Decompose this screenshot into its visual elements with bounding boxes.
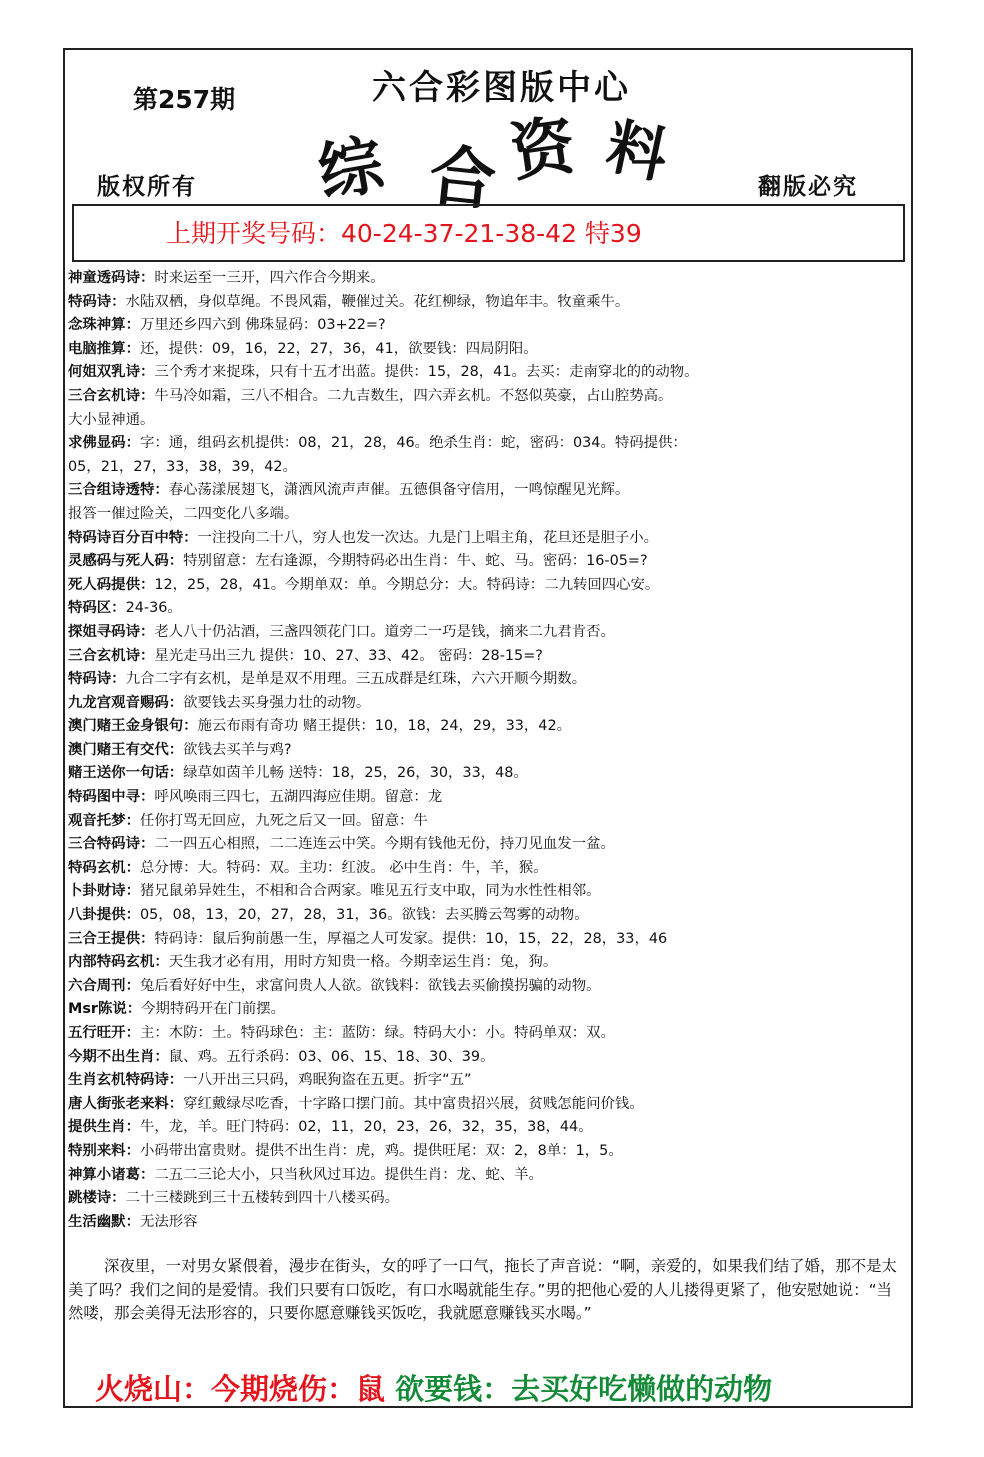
- line-text: 欲要钱去买身强力壮的动物。: [183, 694, 371, 711]
- line-text: 还，提供：09，16，22，27，36，41，欲要钱：四局阴阳。: [139, 340, 538, 357]
- line-label: Msr陈说：: [68, 1001, 142, 1018]
- line-text: 兔后看好好中生，求富问贵人人欲。欲钱料：欲钱去买偷摸拐骗的动物。: [139, 977, 601, 994]
- copyright-right: 翻版必究: [758, 174, 858, 200]
- line-text: 猪兄鼠弟异姓生，不相和合合两家。唯见五行支中取，同为水性性相邻。: [139, 883, 601, 900]
- content-line: [68, 739, 910, 763]
- content-line: [68, 550, 910, 574]
- line-label: 特码区：: [68, 600, 126, 617]
- line-label: 三合玄机诗：: [68, 387, 155, 404]
- content-line: [68, 998, 910, 1022]
- line-label: 唐人街张老来料：: [68, 1095, 184, 1112]
- line-text: 万里还乡四六到 佛珠显码：03+22=?: [139, 317, 386, 334]
- content-line: [68, 409, 910, 433]
- story-paragraph: 深夜里，一对男女紧偎着，漫步在街头，女的呼了一口气，拖长了声音说：“啊，亲爱的，如果我们结了婚，那不是太美了吗？我们之间的是爱情。我们只要有口饭吃，有口水喝就能生存。”男的把他心爱的人儿搂得更紧了，他安慰她说：“当然喽，那会美得无法形容的，只要你愿意赚钱买饭吃，我就愿意赚钱买水喝。”: [68, 1257, 897, 1323]
- content-line: [68, 291, 910, 315]
- content-line: [68, 904, 910, 928]
- line-label: 跳楼诗：: [68, 1190, 126, 1207]
- line-text: 三个秀才来捉珠，只有十五才出蓝。提供：15，28，41。去买：走南穿北的的动物。: [154, 364, 699, 381]
- content-line: [68, 361, 910, 385]
- line-label: 赌王送你一句话：: [68, 765, 184, 782]
- content-line: [68, 668, 910, 692]
- content-line: [68, 527, 910, 551]
- line-text: 大小显神通。: [68, 411, 155, 428]
- line-label: 特别来料：: [68, 1142, 140, 1159]
- line-text: 无法形容: [139, 1213, 198, 1230]
- content-line: [68, 692, 910, 716]
- content-line: [68, 715, 910, 739]
- line-label: 六合周刊：: [68, 977, 140, 994]
- content-line: [68, 1164, 910, 1188]
- line-text: 二一四五心相照，二二连连云中笑。今期有钱他无份，持刀见血发一盆。: [154, 836, 615, 853]
- line-label: 特码玄机：: [68, 859, 140, 876]
- content-line: [68, 479, 910, 503]
- line-label: 澳门赌王有交代：: [68, 741, 184, 758]
- line-text: 特码诗：鼠后狗前愚一生，厚福之人可发家。提供：10，15，22，28，33，46: [154, 930, 668, 947]
- line-label: 特码诗：: [68, 671, 126, 688]
- line-text: 时来运至一三开，四六作合今期来。: [154, 270, 385, 286]
- content-line: [68, 597, 910, 621]
- story-section: [68, 1255, 906, 1326]
- big-title-char-1: 综: [312, 126, 389, 212]
- issue-number: 第257期: [133, 85, 236, 114]
- content-line: [68, 1116, 910, 1140]
- line-label: 三合玄机诗：: [68, 647, 155, 664]
- line-label: 八卦提供：: [68, 907, 140, 924]
- line-label: 提供生肖：: [68, 1119, 140, 1136]
- content-line: [68, 1069, 910, 1093]
- content-line: [68, 645, 910, 669]
- line-label: 死人码提供：: [68, 576, 155, 593]
- line-text: 主：木防：土。特码球色：主：蓝防：绿。特码大小：小。特码单双：双。: [139, 1025, 615, 1041]
- content-line: [68, 762, 910, 786]
- line-text: 老人八十仍沾酒，三盏四领花门口。道旁二一巧是钱，摘来二九君肯否。: [154, 623, 615, 640]
- content-line: [68, 810, 910, 834]
- line-text: 05，08，13，20，27，28，31，36。欲钱：去买腾云驾雾的动物。: [139, 907, 589, 924]
- content-line: [68, 1022, 910, 1046]
- line-text: 星光走马出三九 提供：10、27、33、42。 密码：28-15=?: [154, 647, 543, 664]
- content-line: [68, 621, 910, 645]
- content-line: [68, 1046, 910, 1070]
- top-title: 六合彩图版中心: [372, 68, 631, 108]
- line-text: 小码带出富贵财。提供不出生肖：虎，鸡。提供旺尾：双：2，8单：1，5。: [139, 1142, 623, 1159]
- line-text: 施云布雨有奇功 赌王提供：10，18，24，29，33，42。: [197, 718, 572, 735]
- line-label: 神算小诸葛：: [68, 1166, 155, 1183]
- content-line: [68, 1093, 910, 1117]
- content-line: [68, 503, 910, 527]
- line-label: 三合组诗透特：: [68, 482, 169, 499]
- line-label: 探姐寻码诗：: [68, 623, 155, 640]
- line-text: 二五二三论大小，只当秋风过耳边。提供生肖：龙、蛇、羊。: [154, 1166, 543, 1183]
- line-text: 总分博：大。特码：双。主功：红波。 必中生肖：牛，羊，猴。: [139, 859, 548, 876]
- line-text: 二十三楼跳到三十五楼转到四十八楼买码。: [125, 1190, 400, 1207]
- line-text: 九合二字有玄机，是单是双不用理。三五成群是红珠，六六开顺今期数。: [125, 671, 587, 688]
- line-label: 特码图中寻：: [68, 789, 155, 806]
- line-label: 澳门赌王金身银句：: [68, 718, 198, 735]
- big-title-char-2: 合: [425, 135, 500, 221]
- content-line: [68, 314, 910, 338]
- line-text: 牛，龙，羊。旺门特码：02，11，20，23，26，32，35，38，44。: [139, 1119, 593, 1136]
- line-text: 字：通，组码玄机提供：08，21，28，46。绝杀生肖：蛇，密码：034。特码提供：: [139, 435, 687, 452]
- line-label: 求佛显码：: [68, 435, 140, 452]
- copyright-left: 版权所有: [97, 174, 197, 200]
- line-label: 生活幽默：: [68, 1213, 140, 1230]
- content-line: [68, 385, 910, 409]
- content-line: [68, 975, 910, 999]
- line-text: 欲钱去买羊与鸡?: [183, 741, 292, 758]
- bottom-banner-green: 欲要钱：去买好吃懒做的动物: [385, 1372, 773, 1406]
- content-line: [68, 1211, 910, 1235]
- line-text: 12，25，28，41。今期单双：单。今期总分：大。特码诗：二九转回四心安。: [154, 576, 660, 593]
- content-line: [68, 833, 910, 857]
- line-label: 观音托梦：: [68, 812, 140, 829]
- content-line: [68, 1187, 910, 1211]
- line-text: 穿红戴绿尽吃香，十字路口摆门前。其中富贵招兴展，贫贱怎能问价钱。: [183, 1095, 644, 1112]
- line-label: 灵感码与死人码：: [68, 553, 184, 570]
- line-label: 今期不出生肖：: [68, 1048, 169, 1065]
- content-line: [68, 951, 910, 975]
- content-line: [68, 574, 910, 598]
- line-label: 三合王提供：: [68, 930, 155, 947]
- line-text: 05，21，27，33，38，39，42。: [68, 458, 297, 475]
- line-label: 卜卦财诗：: [68, 883, 140, 900]
- line-text: 水陆双栖，身似草绳。不畏风霜，鞭催过关。花红柳绿，物追年丰。牧童乘牛。: [125, 293, 630, 310]
- content-line: [68, 928, 910, 952]
- line-text: 呼风唤雨三四七，五湖四海应佳期。留意：龙: [154, 789, 443, 806]
- line-text: 报答一催过险关，二四变化八多端。: [68, 505, 299, 522]
- content-line: [68, 786, 910, 810]
- line-text: 一八开出三只码，鸡眠狗盗在五更。折字“五”: [183, 1072, 472, 1089]
- line-label: 九龙宫观音赐码：: [68, 694, 184, 711]
- big-title-char-4: 料: [600, 111, 674, 193]
- line-text: 鼠、鸡。五行杀码：03、06、15、18、30、39。: [168, 1048, 495, 1065]
- line-text: 今期特码开在门前摆。: [141, 1001, 286, 1018]
- line-text: 24-36。: [125, 600, 182, 617]
- line-text: 天生我才必有用，用时方知贵一格。今期幸运生肖：兔，狗。: [168, 954, 558, 971]
- bottom-banner: [95, 1367, 772, 1408]
- line-label: 何姐双乳诗：: [68, 364, 155, 381]
- content-lines: [68, 267, 910, 1234]
- line-label: 生肖玄机特码诗：: [68, 1072, 184, 1089]
- content-line: [68, 267, 910, 291]
- line-label: 特码诗：: [68, 293, 126, 310]
- line-label: 念珠神算：: [68, 317, 140, 334]
- line-text: 任你打骂无回应，九死之后又一回。留意：牛: [139, 812, 428, 829]
- content-line: [68, 432, 910, 456]
- line-text: 特别留意：左右逢源，今期特码必出生肖：牛、蛇、马。密码：16-05=?: [183, 553, 648, 570]
- content-line: [68, 857, 910, 881]
- content-line: [68, 1140, 910, 1164]
- line-label: 五行旺开：: [68, 1025, 140, 1041]
- big-title-char-3: 资: [505, 107, 580, 192]
- line-text: 春心荡漾展翅飞，潇洒风流声声催。五德俱备守信用，一鸣惊醒见光辉。: [168, 482, 630, 499]
- line-label: 神童透码诗：: [68, 270, 155, 286]
- line-text: 牛马冷如霜，三八不相合。二九吉数生，四六弄玄机。不怒似英豪，占山腔势高。: [154, 387, 673, 404]
- content-line: [68, 456, 910, 480]
- result-numbers: 上期开奖号码：40-24-37-21-38-42 特39: [166, 219, 642, 248]
- line-label: 特码诗百分百中特：: [68, 529, 198, 546]
- bottom-banner-red: 火烧山：今期烧伤：鼠: [95, 1372, 386, 1406]
- line-text: 绿草如茵羊儿畅 送特：18，25，26，30，33，48。: [183, 765, 528, 782]
- result-box: [72, 204, 905, 262]
- content-line: [68, 880, 910, 904]
- line-label: 电脑推算：: [68, 340, 140, 357]
- line-label: 三合特码诗：: [68, 836, 155, 853]
- content-line: [68, 338, 910, 362]
- line-text: 一注投向二十八，穷人也发一次达。九是门上唱主角，花旦还是胆子小。: [197, 529, 659, 546]
- line-label: 内部特码玄机：: [68, 954, 169, 971]
